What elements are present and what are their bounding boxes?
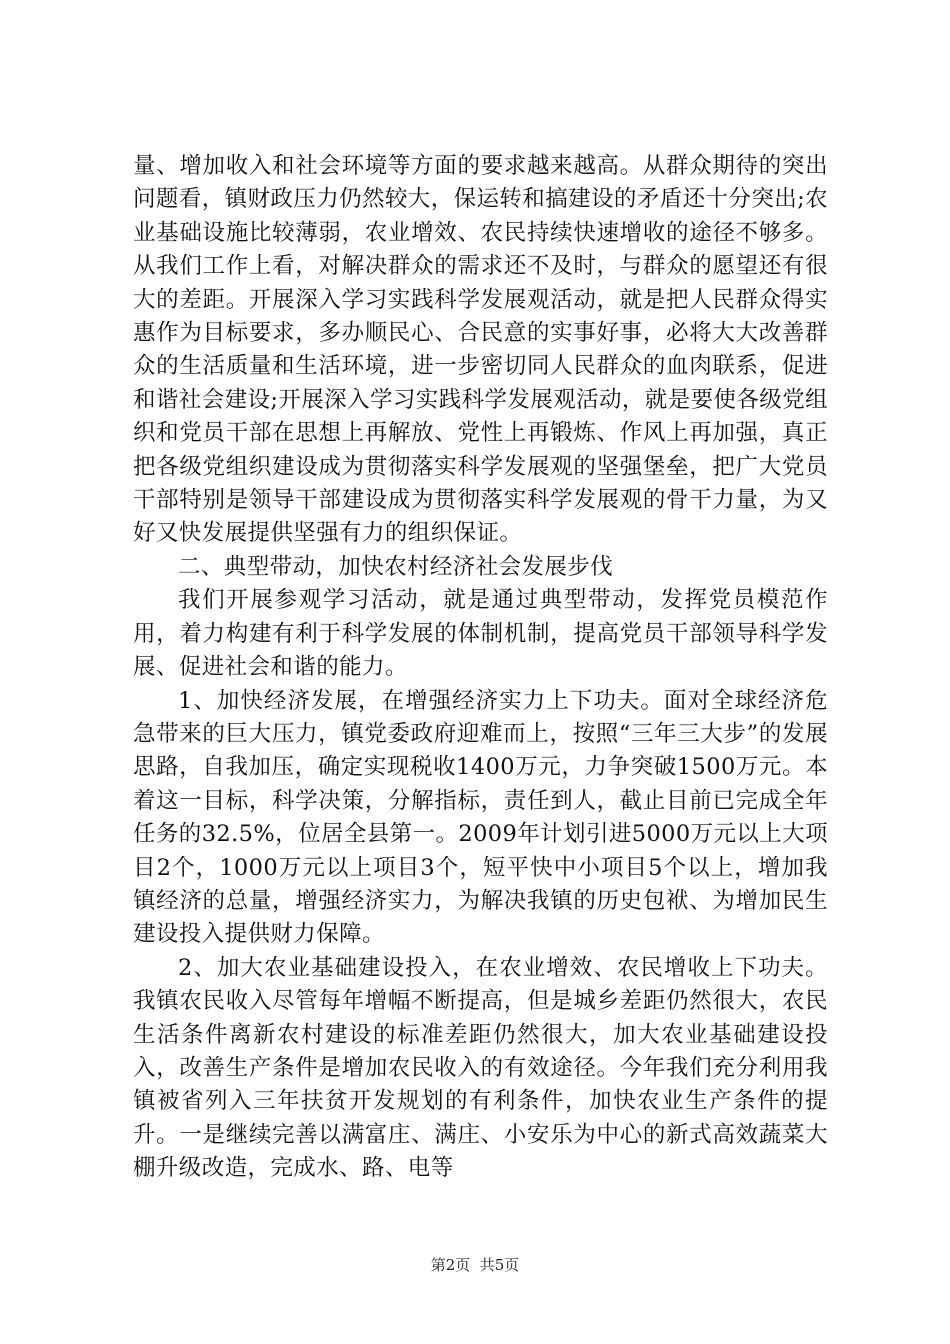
- page-footer: [0, 1255, 950, 1275]
- section-heading: 二、典型带动，加快农村经济社会发展步伐: [178, 553, 614, 580]
- paragraph-item-1: 1、加快经济发展，在增强经济实力上下功夫。面对全球经济危急带来的巨大压力，镇党委政府迎难而上，按照“三年三大步”的发展思路，自我加压，确定实现税收1400万元，力争突破1500万元。本着这一目标，科学决策，分解指标，责任到人，截止目前已完成全年任务的32.5%，位居全县第一。2009年计划引进5000万元以上大项目2个，1000万元以上项目3个，短平快中小项目5个以上，增加我镇经济的总量，增强经济实力，为解决我镇的历史包袱、为增加民生建设投入提供财力保障。: [133, 687, 828, 948]
- paragraph-item-2: 2、加大农业基础建设投入，在农业增效、农民增收上下功夫。我镇农民收入尽管每年增幅不断提高，但是城乡差距仍然很大，农民生活条件离新农村建设的标准差距仍然很大，加大农业基础建设投入，改善生产条件是增加农民收入的有效途径。今年我们充分利用我镇被省列入三年扶贫开发规划的有利条件，加快农业生产条件的提升。一是继续完善以满富庄、满庄、小安乐为中心的新式高效蔬菜大棚升级改造，完成水、路、电等: [133, 954, 828, 1182]
- paragraph-intro: 我们开展参观学习活动，就是通过典型带动，发挥党员模范作用，着力构建有利于科学发展的体制机制，提高党员干部领导科学发展、促进社会和谐的能力。: [133, 587, 828, 681]
- document-body: [133, 150, 828, 1186]
- paragraph-continued: 量、增加收入和社会环境等方面的要求越来越高。从群众期待的突出问题看，镇财政压力仍然较大，保运转和搞建设的矛盾还十分突出;农业基础设施比较薄弱，农业增效、农民持续快速增收的途径不够多。从我们工作上看，对解决群众的需求还不及时，与群众的愿望还有很大的差距。开展深入学习实践科学发展观活动，就是把人民群众得实惠作为目标要求，多办顺民心、合民意的实事好事，必将大大改善群众的生活质量和生活环境，进一步密切同人民群众的血肉联系，促进和谐社会建设;开展深入学习实践科学发展观活动，就是要使各级党组织和党员干部在思想上再解放、党性上再锻炼、作风上再加强，真正把各级党组织建设成为贯彻落实科学发展观的坚强堡垒，把广大党员干部特别是领导干部建设成为贯彻落实科学发展观的骨干力量，为又好又快发展提供坚强有力的组织保证。: [133, 153, 828, 547]
- page-number-label: 第2页 共5页: [430, 1256, 520, 1274]
